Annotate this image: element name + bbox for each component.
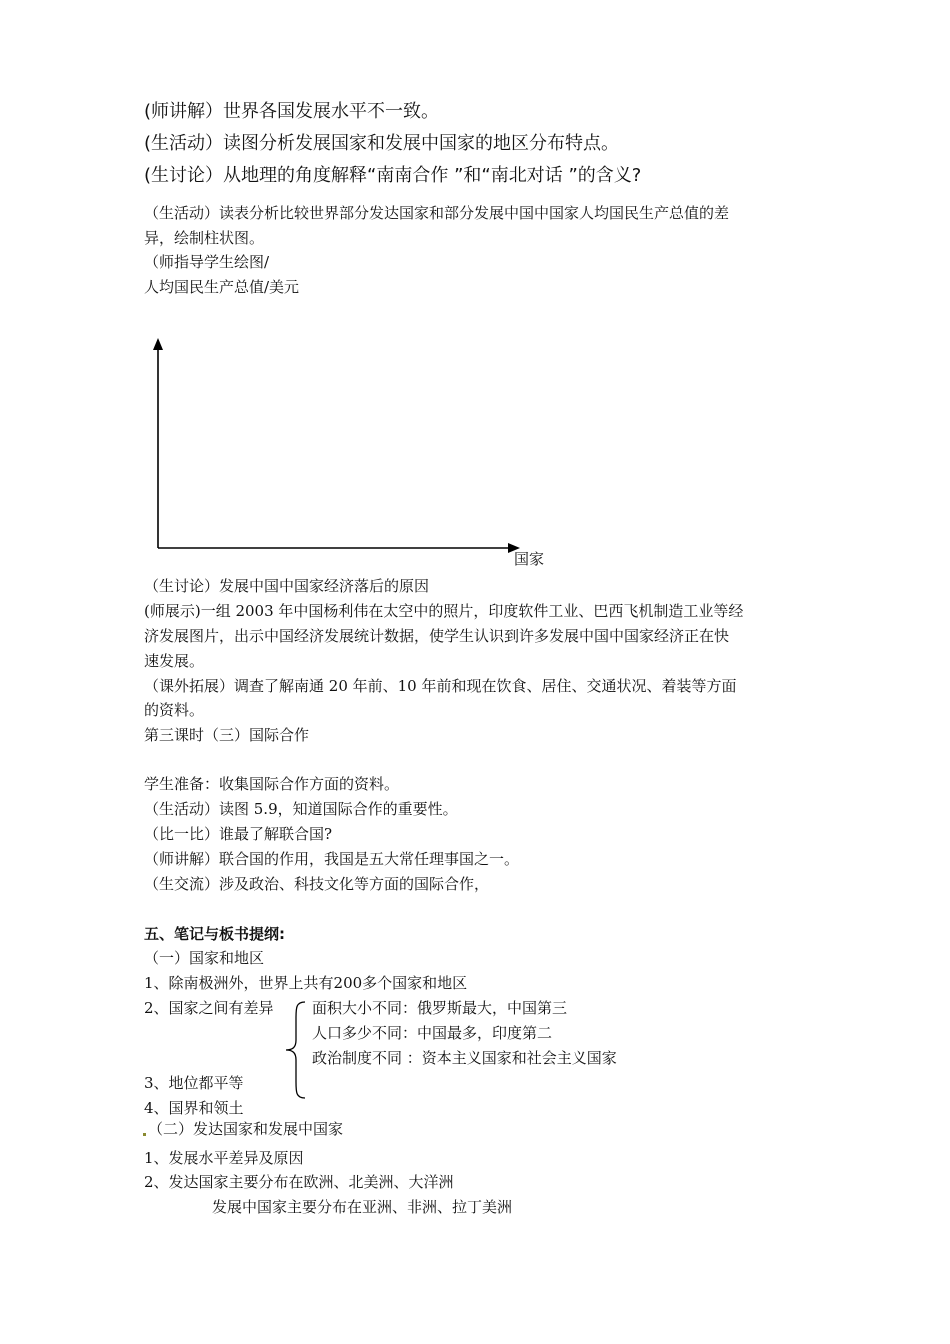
x-axis-label: 国家 [514, 550, 545, 568]
notes-item-6: 2、发达国家主要分布在欧洲、北美洲、大洋洲 [144, 1173, 454, 1191]
show-paragraph-line-3: 速发展。 [144, 652, 205, 670]
extension-line-1: （课外拓展）调查了解南通 20 年前、10 年前和现在饮食、居住、交通状况、着装等方面 [144, 677, 737, 695]
notes-item-7: 发展中国家主要分布在亚洲、非洲、拉丁美洲 [212, 1198, 513, 1216]
y-axis-label: 人均国民生产总值/美元 [144, 278, 300, 296]
notes-item-5: 1、发展水平差异及原因 [144, 1149, 304, 1167]
curly-brace [283, 1000, 309, 1100]
notes-item-1: 1、除南极洲外，世界上共有200多个国家和地区 [144, 974, 468, 992]
discuss-paragraph: （生讨论）发展中国中国家经济落后的原因 [144, 577, 430, 595]
notes-item-2: 2、国家之间有差异 [144, 999, 274, 1017]
notes-section-1: （一）国家和地区 [144, 949, 265, 967]
teacher-explain: （师讲解）联合国的作用，我国是五大常任理事国之一。 [144, 850, 520, 868]
notes-item-4: 4、国界和领土 [144, 1099, 244, 1117]
blank-chart-axes [140, 335, 560, 570]
bullet-dot [143, 1133, 146, 1136]
extension-line-2: 的资料。 [144, 701, 205, 719]
activity-line-3: （师指导学生绘图/ [144, 253, 270, 271]
lesson-three-title: 第三课时（三）国际合作 [144, 726, 310, 744]
student-prep: 学生准备：收集国际合作方面的资料。 [144, 775, 400, 793]
activity-two: （生活动）读图 5.9，知道国际合作的重要性。 [144, 800, 458, 818]
difference-political: 政治制度不同 ：资本主义国家和社会主义国家 [312, 1049, 617, 1067]
show-paragraph-line-2: 济发展图片，出示中国经济发展统计数据，使学生认识到许多发展中国中国家经济正在快 [144, 627, 730, 645]
notes-heading: 五、笔记与板书提纲: [144, 925, 285, 943]
student-exchange: （生交流）涉及政治、科技文化等方面的国际合作， [144, 875, 490, 893]
y-axis-arrowhead [153, 338, 163, 350]
compare-question: （比一比）谁最了解联合国? [144, 825, 333, 843]
show-paragraph-line-1: (师展示)一组 2003 年中国杨利伟在太空中的照片，印度软件工业、巴西飞机制造工业等经 [144, 602, 744, 620]
header-line-2: (生活动）读图分析发展国家和发展中国家的地区分布特点。 [144, 133, 620, 154]
activity-line-2: 异，绘制柱状图。 [144, 229, 265, 247]
activity-line-1: （生活动）读表分析比较世界部分发达国家和部分发展中国中国家人均国民生产总值的差 [144, 204, 730, 222]
header-line-3: (生讨论）从地理的角度解释“南南合作 ”和“南北对话 ”的含义? [144, 165, 642, 186]
header-line-1: (师讲解）世界各国发展水平不一致。 [144, 101, 440, 122]
notes-item-3: 3、地位都平等 [144, 1074, 244, 1092]
difference-population: 人口多少不同：中国最多，印度第二 [312, 1024, 553, 1042]
notes-section-2: （二）发达国家和发展中国家 [148, 1120, 344, 1138]
difference-area: 面积大小不同：俄罗斯最大，中国第三 [312, 999, 568, 1017]
